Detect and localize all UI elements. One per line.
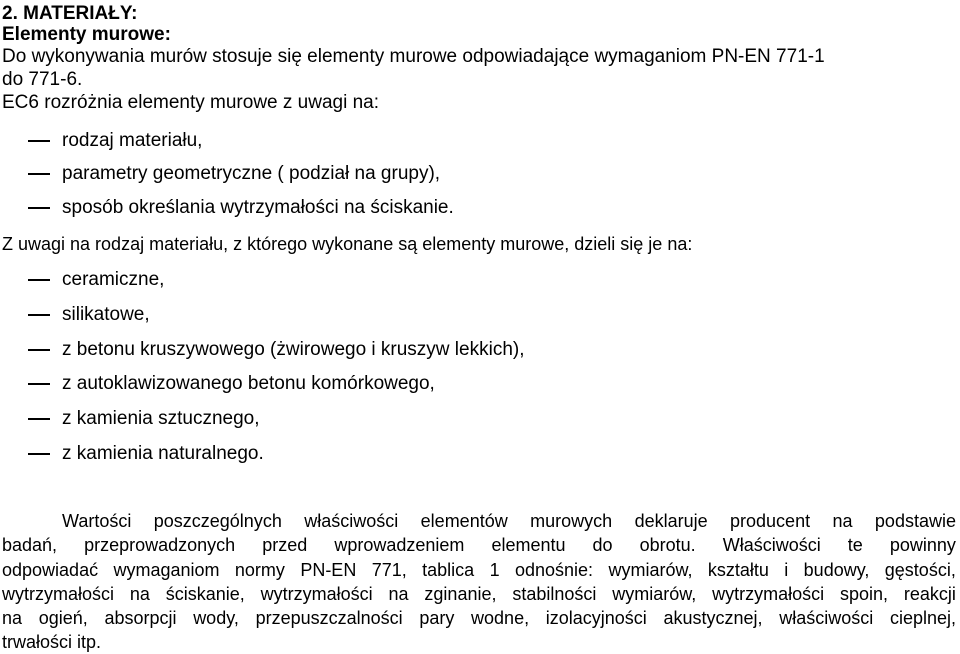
paragraph-word: izolacyjności [545,608,647,628]
list-item-text: rodzaj materiału, [62,130,203,151]
material-intro: Z uwagi na rodzaj materiału, z którego wykonane są elementy murowe, dzieli się je na: [2,234,693,254]
paragraph-word: PN-EN [300,560,357,580]
paragraph-word: 771, [371,560,407,580]
dash-bullet-icon [28,453,50,455]
ec6-intro: EC6 rozróżnia elementy murowe z uwagi na: [2,92,380,113]
dash-bullet-icon [28,140,50,142]
paragraph-word: stabilności [512,584,597,604]
paragraph-word: wytrzymałości [712,584,825,604]
paragraph-word: budowy, [803,560,870,580]
paragraph-line [2,606,956,630]
paragraph-word: podstawie [874,511,956,531]
section-subheading: Elementy murowe: [2,24,171,45]
list-item-text: z autoklawizowanego betonu komórkowego, [62,373,435,394]
paragraph-word: Wartości [62,511,132,531]
list-item-text: parametry geometryczne ( podział na grupy), [62,163,441,184]
dash-bullet-icon [28,383,50,385]
paragraph-word: normy [234,560,285,580]
paragraph-word: cieplnej, [889,608,956,628]
paragraph-word: na [832,511,853,531]
paragraph-word: powinny [889,535,956,555]
dash-bullet-icon [28,207,50,209]
paragraph-word: trwałości itp. [2,632,102,652]
list-item-text: z kamienia naturalnego. [62,443,264,464]
paragraph-word: wymiarów, [608,560,693,580]
paragraph-word: 1 [489,560,500,580]
paragraph-word: wprowadzeniem [334,535,465,555]
list-item-text: sposób określania wytrzymałości na ściskanie. [62,197,454,218]
paragraph-word: gęstości, [884,560,956,580]
paragraph-word: wymaganiom [113,560,220,580]
paragraph-word: tablica [422,560,475,580]
list-item-text: silikatowe, [62,304,150,325]
paragraph-line [2,533,956,557]
paragraph-word: absorpcji [104,608,177,628]
paragraph-line [2,582,956,606]
paragraph-word: właściwości [304,511,399,531]
list-item-text: ceramiczne, [62,269,165,290]
paragraph-word: elementów [420,511,508,531]
paragraph-word: elementu [491,535,566,555]
paragraph-word: Właściwości [722,535,821,555]
paragraph-word: przed [262,535,308,555]
paragraph-word: na [388,584,409,604]
dash-bullet-icon [28,314,50,316]
paragraph-word: i [784,560,789,580]
paragraph-word: przepuszczalności [255,608,403,628]
paragraph-word: murowych [530,511,613,531]
paragraph-word: ogień, [38,608,88,628]
paragraph-word: odnośnie: [514,560,594,580]
paragraph-word: na [2,608,23,628]
paragraph-word: producent [730,511,811,531]
paragraph-word: wymiarów, [612,584,697,604]
list-item-text: z kamienia sztucznego, [62,408,260,429]
paragraph-word: te [847,535,863,555]
paragraph-word: badań, [2,535,58,555]
paragraph-word: reakcji [903,584,956,604]
paragraph-word: wodne, [471,608,530,628]
paragraph-word: pary [419,608,455,628]
paragraph-word: na [129,584,150,604]
paragraph-line [2,558,956,582]
paragraph-word: deklaruje [634,511,708,531]
paragraph-word: spoin, [840,584,889,604]
paragraph-word: wytrzymałości [260,584,373,604]
paragraph-word: akustycznej, [663,608,763,628]
paragraph-word: do [592,535,613,555]
dash-bullet-icon [28,418,50,420]
paragraph-line [62,509,956,533]
paragraph-word: obrotu. [639,535,696,555]
paragraph-word: ściskanie, [165,584,245,604]
paragraph-word: właściwości [779,608,874,628]
dash-bullet-icon [28,173,50,175]
paragraph-word: przeprowadzonych [84,535,236,555]
dash-bullet-icon [28,279,50,281]
paragraph-word: odpowiadać [2,560,99,580]
paragraph-word: wody, [193,608,239,628]
paragraph-word: kształtu [707,560,769,580]
paragraph-word: wytrzymałości [2,584,115,604]
section-heading: 2. MATERIAŁY: [2,3,138,24]
paragraph-word: zginanie, [424,584,497,604]
intro-line-1: Do wykonywania murów stosuje się elementy murowe odpowiadające wymaganiom PN-EN 771-1 [2,46,825,67]
list-item-text: z betonu kruszywowego (żwirowego i kruszyw lekkich), [62,339,525,360]
dash-bullet-icon [28,349,50,351]
paragraph-word: poszczególnych [153,511,282,531]
intro-line-2: do 771-6. [2,69,83,90]
paragraph-line [2,630,956,654]
